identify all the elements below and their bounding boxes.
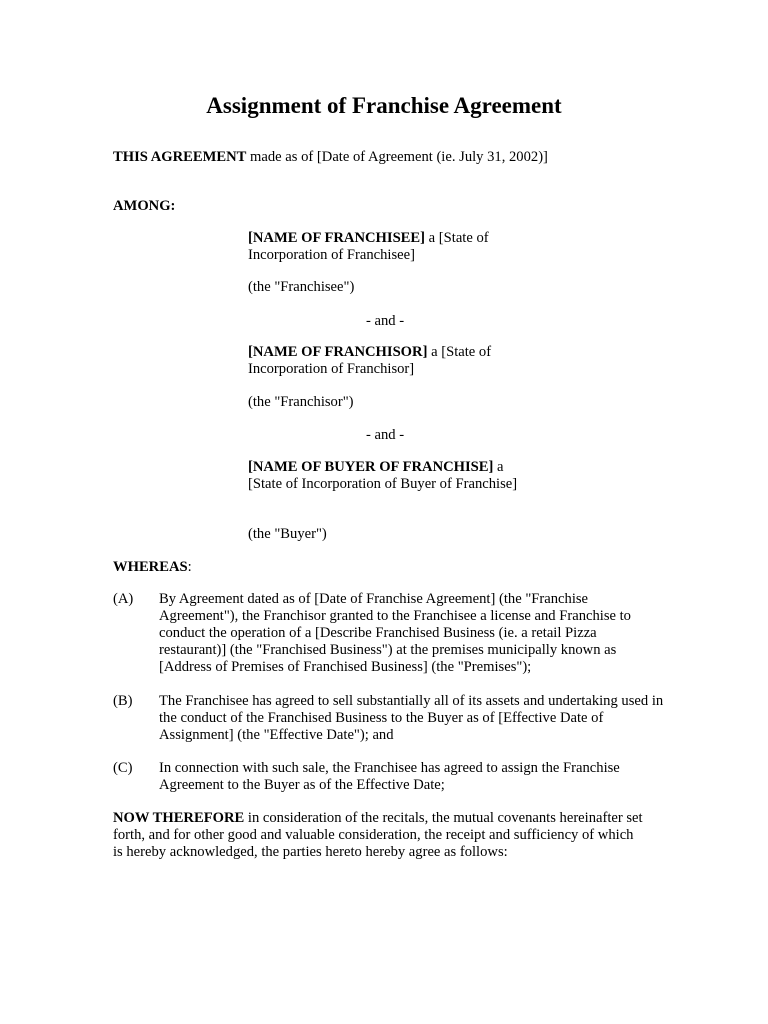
- party-franchisor: [248, 344, 518, 378]
- among-label: AMONG:: [113, 198, 176, 214]
- and-separator: - and -: [366, 313, 405, 329]
- whereas-heading: [113, 559, 192, 576]
- recital-a-text: By Agreement dated as of [Date of Franchise Agreement] (the "Franchise Agreement"), the Franchisor granted to the Franchisee a license and Franchise to conduct the operation of a [Describe Franchised Business (ie. a retail Pizza restaurant)] (the "Franchised Business") at the premises municipally known as [Address of Premises of Franchised Business] (the "Premises");: [159, 591, 631, 675]
- and-separator: - and -: [366, 427, 405, 443]
- recital-b-text: The Franchisee has agreed to sell substantially all of its assets and undertaking used in the conduct of the Franchised Business to the Buyer as of [Effective Date of Assignment] (the "Effective Date"); and: [159, 693, 664, 743]
- among-heading: [113, 198, 175, 215]
- party-buyer: [248, 459, 523, 493]
- party-buyer-defined: (the "Buyer"): [248, 526, 327, 542]
- party-name: [NAME OF BUYER OF FRANCHISE]: [248, 459, 494, 475]
- party-franchisor-defined: (the "Franchisor"): [248, 394, 354, 410]
- recital-c-text: In connection with such sale, the Franchisee has agreed to assign the Franchise Agreement to the Buyer as of the Effective Date;: [159, 760, 620, 793]
- whereas-colon: :: [187, 559, 192, 575]
- recital-a-label: (A): [113, 591, 134, 607]
- party-incorporation: a [State of Incorporation of Franchisor]: [248, 344, 492, 377]
- now-therefore-lead: NOW THEREFORE: [113, 810, 245, 826]
- intro-text: made as of [Date of Agreement (ie. July 31, 2002)]: [246, 149, 548, 165]
- document-title: Assignment of Franchise Agreement: [206, 93, 562, 118]
- recital-c-label: (C): [113, 760, 133, 776]
- intro-paragraph: [113, 149, 673, 166]
- party-franchisee: [248, 230, 518, 264]
- intro-lead: THIS AGREEMENT: [113, 149, 247, 165]
- whereas-label: WHEREAS: [113, 559, 188, 575]
- party-name: [NAME OF FRANCHISEE]: [248, 230, 426, 246]
- now-therefore-text: in consideration of the recitals, the mutual covenants hereinafter set forth, and for other good and valuable consideration, the receipt and sufficiency of which is hereby acknowledged, the parties hereto hereby agree as follows:: [113, 810, 643, 860]
- party-franchisee-defined: (the "Franchisee"): [248, 279, 355, 295]
- operative-paragraph: [113, 810, 643, 861]
- recital-b-label: (B): [113, 693, 133, 709]
- party-name: [NAME OF FRANCHISOR]: [248, 344, 428, 360]
- party-incorporation: a [State of Incorporation of Buyer of Franchise]: [248, 459, 518, 492]
- party-incorporation: a [State of Incorporation of Franchisee]: [248, 230, 489, 263]
